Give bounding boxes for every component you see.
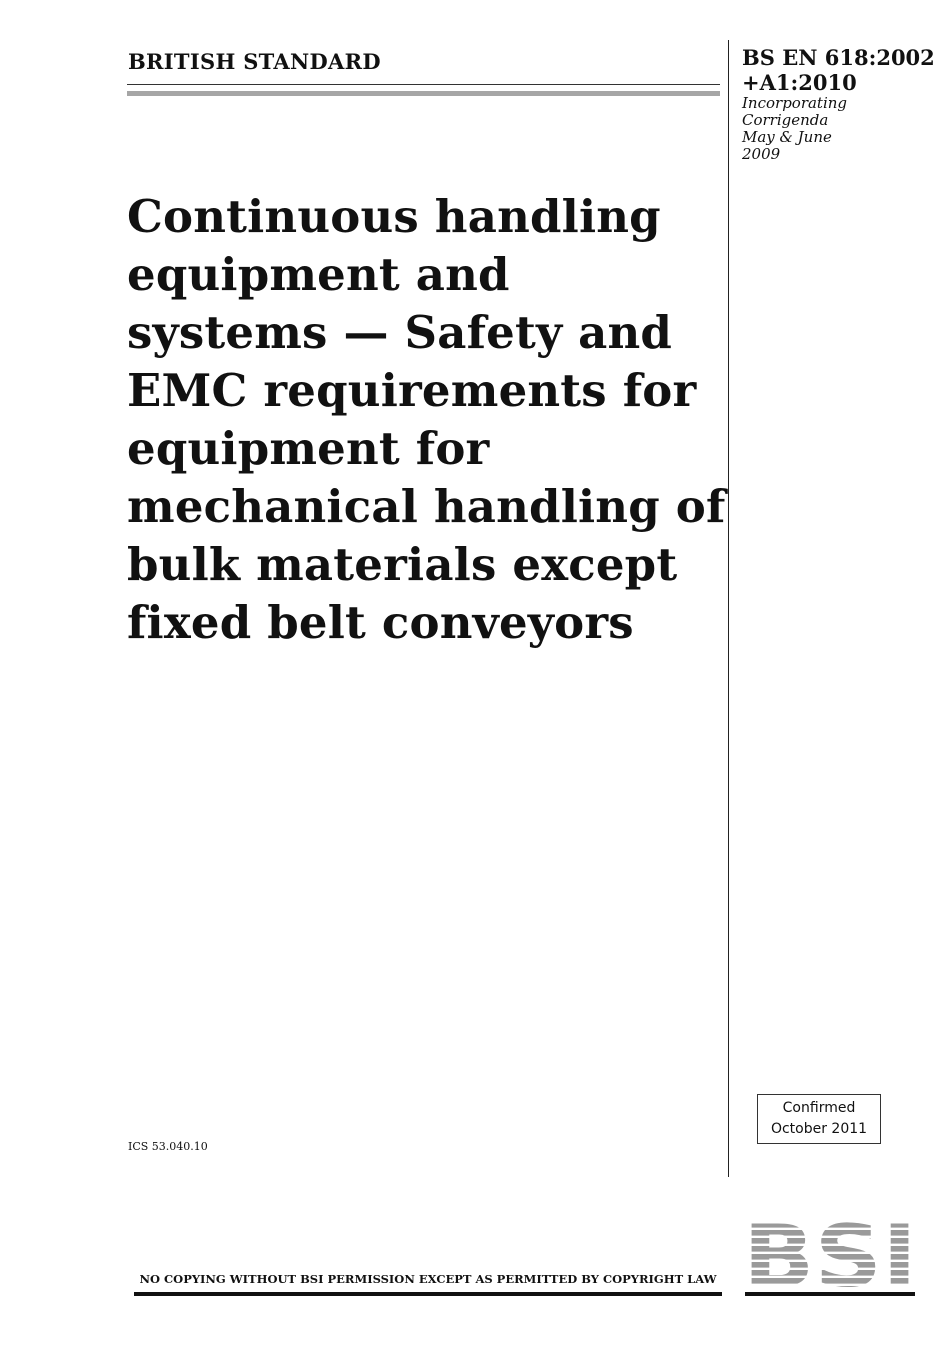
corrigenda-note [742, 95, 862, 163]
header-rule-thin [127, 84, 720, 85]
ics-code: ICS 53.040.10 [128, 1140, 208, 1153]
amendment-number: +A1:2010 [742, 70, 857, 95]
corrigenda-line: 2009 [742, 145, 781, 163]
title-line: bulk materials except [127, 538, 678, 591]
standard-number [742, 45, 935, 95]
margin-divider [728, 40, 729, 1177]
title-line: Continuous handling [127, 190, 661, 243]
corrigenda-line: Incorporating [742, 94, 848, 112]
footer-rule-logo [745, 1292, 915, 1296]
corrigenda-line: Corrigenda [742, 111, 829, 129]
copyright-notice: NO COPYING WITHOUT BSI PERMISSION EXCEPT AS PERMITTED BY COPYRIGHT LAW [139, 1272, 717, 1286]
title-line: equipment for [127, 422, 490, 475]
title-line: mechanical handling of [127, 480, 726, 533]
title-line: equipment and [127, 248, 510, 301]
title-line: fixed belt conveyors [127, 596, 634, 649]
corrigenda-line: May & June [742, 128, 832, 146]
title-line: EMC requirements for [127, 364, 697, 417]
document-title [127, 188, 727, 652]
confirmed-date: October 2011 [770, 1121, 868, 1137]
standard-number-line: BS EN 618:2002 [742, 45, 935, 70]
header-rule-thick [127, 91, 720, 96]
bsi-logo [745, 1222, 915, 1288]
title-line: systems — Safety and [127, 306, 673, 359]
document-brand: BRITISH STANDARD [128, 49, 381, 74]
confirmed-label: Confirmed [782, 1100, 856, 1116]
confirmed-stamp [757, 1094, 881, 1144]
footer-rule [134, 1292, 722, 1296]
